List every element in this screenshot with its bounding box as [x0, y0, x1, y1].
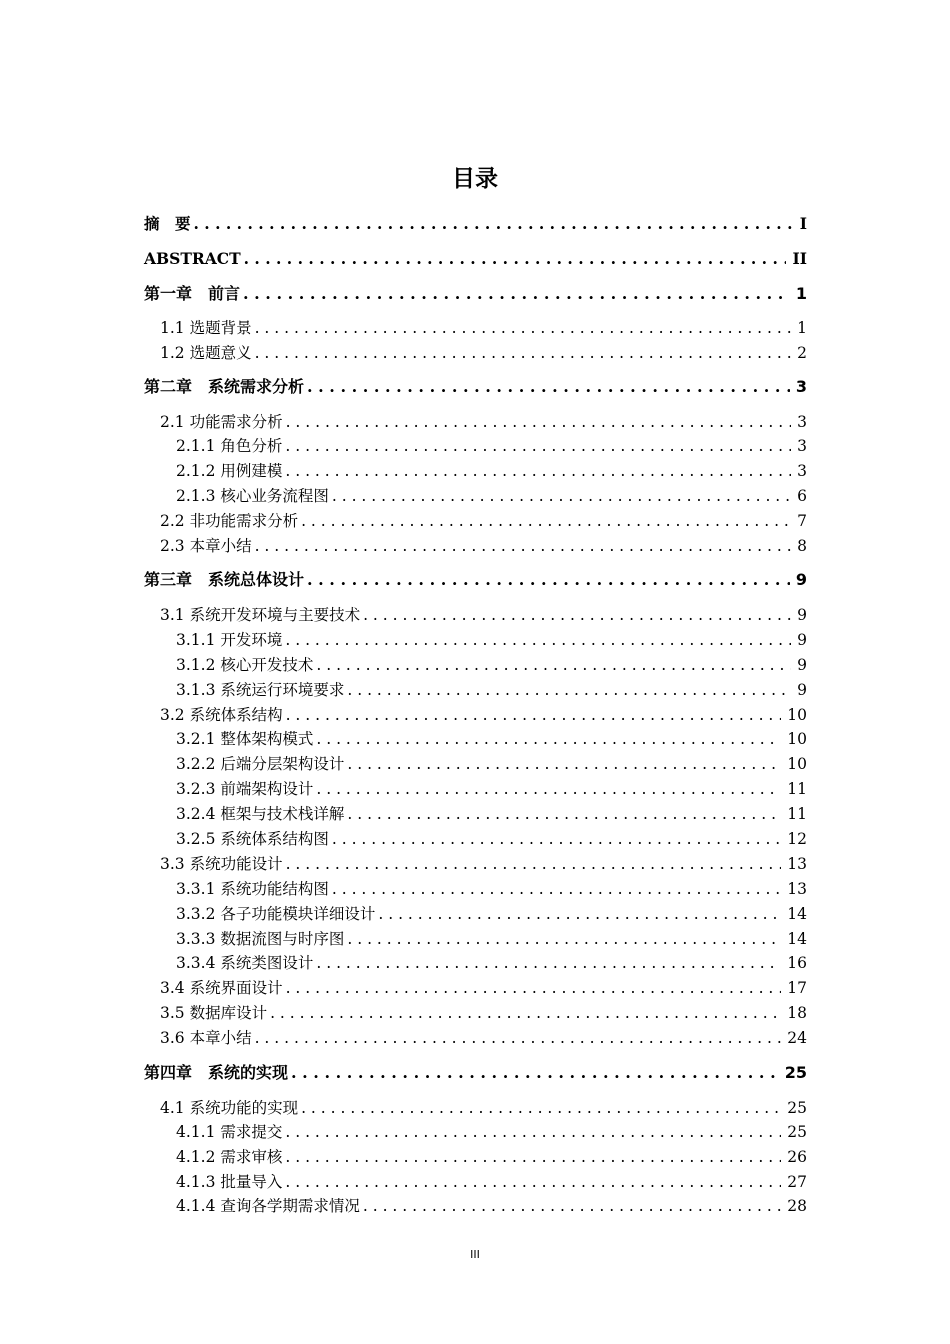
toc-entry-label: 第二章 系统需求分析	[144, 377, 305, 396]
toc-entry[interactable]	[144, 1061, 807, 1085]
toc-dot-leader	[285, 1145, 781, 1169]
toc-entry-page: 3	[797, 413, 807, 431]
toc-entry[interactable]	[144, 212, 807, 236]
toc-entry-label: 3.3.1 系统功能结构图	[176, 880, 329, 898]
toc-entry[interactable]	[160, 976, 807, 1000]
toc-dot-leader	[194, 212, 794, 236]
toc-dot-leader	[285, 628, 791, 652]
toc-entry-label: 3.2.4 框架与技术栈详解	[176, 805, 345, 823]
toc-entry-label: 3.5 数据库设计	[160, 1004, 268, 1022]
toc-entry[interactable]	[144, 282, 807, 306]
toc-entry-page: 9	[795, 570, 807, 589]
toc-entry-label: 3.3.2 各子功能模块详细设计	[176, 905, 376, 923]
toc-entry[interactable]	[160, 534, 807, 558]
page-footer-number: III	[470, 1248, 480, 1261]
toc-dot-leader	[332, 827, 781, 851]
toc-entry-label: 第一章 前言	[144, 284, 241, 303]
toc-entry-label: 第三章 系统总体设计	[144, 570, 305, 589]
toc-entry-label: 2.2 非功能需求分析	[160, 512, 299, 530]
toc-entry[interactable]	[176, 678, 807, 702]
toc-entry-page: 16	[787, 954, 807, 972]
toc-dot-leader	[270, 1001, 781, 1025]
toc-dot-leader	[255, 1026, 782, 1050]
toc-entry-page: 9	[797, 681, 807, 699]
toc-entry-label: 2.1.3 核心业务流程图	[176, 487, 329, 505]
toc-dot-leader	[286, 703, 782, 727]
toc-entry-label: 1.2 选题意义	[160, 344, 252, 362]
toc-entry-page: 3	[795, 377, 807, 396]
toc-entry-page: 12	[787, 830, 807, 848]
toc-entry-label: 3.2.5 系统体系结构图	[176, 830, 329, 848]
toc-entry[interactable]	[144, 247, 807, 271]
toc-entry-label: 3.1 系统开发环境与主要技术	[160, 606, 361, 624]
toc-entry-label: 3.1.2 核心开发技术	[176, 656, 314, 674]
toc-entry-label: 3.2 系统体系结构	[160, 706, 283, 724]
toc-entry[interactable]	[176, 827, 807, 851]
toc-entry[interactable]	[176, 927, 807, 951]
toc-entry[interactable]	[176, 877, 807, 901]
toc-entry-label: 3.2.3 前端架构设计	[176, 780, 314, 798]
toc-entry-label: 4.1.4 查询各学期需求情况	[176, 1197, 360, 1215]
toc-entry-page: 7	[797, 512, 807, 530]
toc-entry-label: 1.1 选题背景	[160, 319, 252, 337]
toc-entry-page: 14	[787, 930, 807, 948]
toc-entry-label: 摘 要	[144, 214, 191, 233]
toc-entry-page: 13	[787, 880, 807, 898]
toc-entry[interactable]	[160, 316, 807, 340]
toc-entry-page: 11	[787, 805, 807, 823]
toc-entry-page: 14	[787, 905, 807, 923]
toc-entry-page: 25	[787, 1099, 807, 1117]
toc-entry[interactable]	[176, 434, 807, 458]
toc-entry-label: 3.3.4 系统类图设计	[176, 954, 314, 972]
toc-dot-leader	[286, 410, 792, 434]
toc-dot-leader	[291, 1061, 779, 1085]
toc-entry-label: 3.1.3 系统运行环境要求	[176, 681, 345, 699]
toc-dot-leader	[363, 603, 791, 627]
toc-entry-label: 3.2.1 整体架构模式	[176, 730, 314, 748]
toc-entry[interactable]	[160, 341, 807, 365]
toc-entry[interactable]	[176, 1170, 807, 1194]
toc-entry-page: 6	[797, 487, 807, 505]
toc-entry-label: 2.3 本章小结	[160, 537, 252, 555]
toc-dot-leader	[301, 1096, 781, 1120]
toc-dot-leader	[378, 902, 781, 926]
toc-entry-page: 1	[797, 319, 807, 337]
toc-dot-leader	[285, 459, 791, 483]
toc-entry-page: 10	[787, 755, 807, 773]
toc-entry-label: 3.3.3 数据流图与时序图	[176, 930, 345, 948]
toc-entry[interactable]	[144, 568, 807, 592]
toc-entry-page: 10	[787, 730, 807, 748]
toc-entry[interactable]	[176, 1194, 807, 1218]
toc-entry-label: 2.1 功能需求分析	[160, 413, 283, 431]
toc-entry[interactable]	[160, 1096, 807, 1120]
toc-dot-leader	[347, 802, 781, 826]
toc-entry[interactable]	[176, 951, 807, 975]
toc-entry[interactable]	[176, 628, 807, 652]
toc-dot-leader	[332, 484, 791, 508]
toc-dot-leader	[255, 316, 792, 340]
toc-entry[interactable]	[160, 410, 807, 434]
toc-dot-leader	[286, 852, 782, 876]
toc-entry-page: 13	[787, 855, 807, 873]
toc-entry[interactable]	[160, 852, 807, 876]
toc-dot-leader	[301, 509, 791, 533]
toc-entry-page: I	[799, 214, 807, 233]
toc-entry[interactable]	[176, 1120, 807, 1144]
toc-entry-label: 3.4 系统界面设计	[160, 979, 283, 997]
toc-entry-page: 24	[787, 1029, 807, 1047]
toc-dot-leader	[285, 1170, 781, 1194]
toc-entry-page: 27	[787, 1173, 807, 1191]
toc-dot-leader	[307, 568, 790, 592]
toc-entry-label: 3.6 本章小结	[160, 1029, 252, 1047]
toc-entry[interactable]	[176, 653, 807, 677]
toc-entry[interactable]	[176, 902, 807, 926]
toc-dot-leader	[316, 777, 781, 801]
toc-entry-page: 9	[797, 606, 807, 624]
toc-entry-page: 9	[797, 631, 807, 649]
toc-entry-label: 3.1.1 开发环境	[176, 631, 283, 649]
toc-entry[interactable]	[176, 777, 807, 801]
toc-entry-label: 4.1.1 需求提交	[176, 1123, 283, 1141]
toc-entry-page: 25	[787, 1123, 807, 1141]
toc-entry-page: 3	[797, 437, 807, 455]
toc-entry-label: 3.2.2 后端分层架构设计	[176, 755, 345, 773]
toc-entry-page: 9	[797, 656, 807, 674]
toc-dot-leader	[347, 927, 781, 951]
toc-entry-page: 10	[787, 706, 807, 724]
toc-entry-page: 1	[795, 284, 807, 303]
toc-entry[interactable]	[176, 727, 807, 751]
toc-dot-leader	[244, 247, 787, 271]
toc-entry-label: 2.1.2 用例建模	[176, 462, 283, 480]
toc-entry[interactable]	[160, 1001, 807, 1025]
toc-title: 目录	[452, 166, 498, 192]
toc-entry[interactable]	[160, 509, 807, 533]
toc-entry-page: 2	[797, 344, 807, 362]
toc-dot-leader	[285, 1120, 781, 1144]
toc-entry-label: 4.1.2 需求审核	[176, 1148, 283, 1166]
toc-dot-leader	[363, 1194, 781, 1218]
toc-entry[interactable]	[160, 703, 807, 727]
toc-entry-label: 4.1.3 批量导入	[176, 1173, 283, 1191]
toc-dot-leader	[316, 951, 781, 975]
toc-entry-label: 第四章 系统的实现	[144, 1063, 289, 1082]
toc-dot-leader	[285, 434, 791, 458]
toc-entry[interactable]	[144, 375, 807, 399]
toc-entry[interactable]	[160, 603, 807, 627]
toc-dot-leader	[332, 877, 781, 901]
toc-entry[interactable]	[176, 802, 807, 826]
toc-dot-leader	[255, 534, 792, 558]
toc-dot-leader	[286, 976, 782, 1000]
toc-entry[interactable]	[176, 484, 807, 508]
toc-entry-page: 11	[787, 780, 807, 798]
toc-entry-label: 3.3 系统功能设计	[160, 855, 283, 873]
toc-dot-leader	[347, 678, 791, 702]
toc-dot-leader	[347, 752, 781, 776]
toc-entry-page: 25	[784, 1063, 807, 1082]
toc-entry-page: 8	[797, 537, 807, 555]
toc-entry[interactable]	[160, 1026, 807, 1050]
toc-entry-page: 18	[787, 1004, 807, 1022]
toc-dot-leader	[316, 653, 791, 677]
toc-entry-page: 26	[787, 1148, 807, 1166]
toc-entry-label: ABSTRACT	[144, 249, 241, 268]
toc-dot-leader	[316, 727, 781, 751]
toc-entry-page: 3	[797, 462, 807, 480]
toc-entry-page: II	[792, 249, 807, 268]
toc-dot-leader	[243, 282, 790, 306]
toc-entry-label: 4.1 系统功能的实现	[160, 1099, 299, 1117]
toc-dot-leader	[307, 375, 790, 399]
toc-entry[interactable]	[176, 752, 807, 776]
toc-dot-leader	[255, 341, 792, 365]
toc-entry-label: 2.1.1 角色分析	[176, 437, 283, 455]
toc-entry-page: 17	[787, 979, 807, 997]
toc-entry[interactable]	[176, 1145, 807, 1169]
toc-entry-page: 28	[787, 1197, 807, 1215]
toc-entry[interactable]	[176, 459, 807, 483]
